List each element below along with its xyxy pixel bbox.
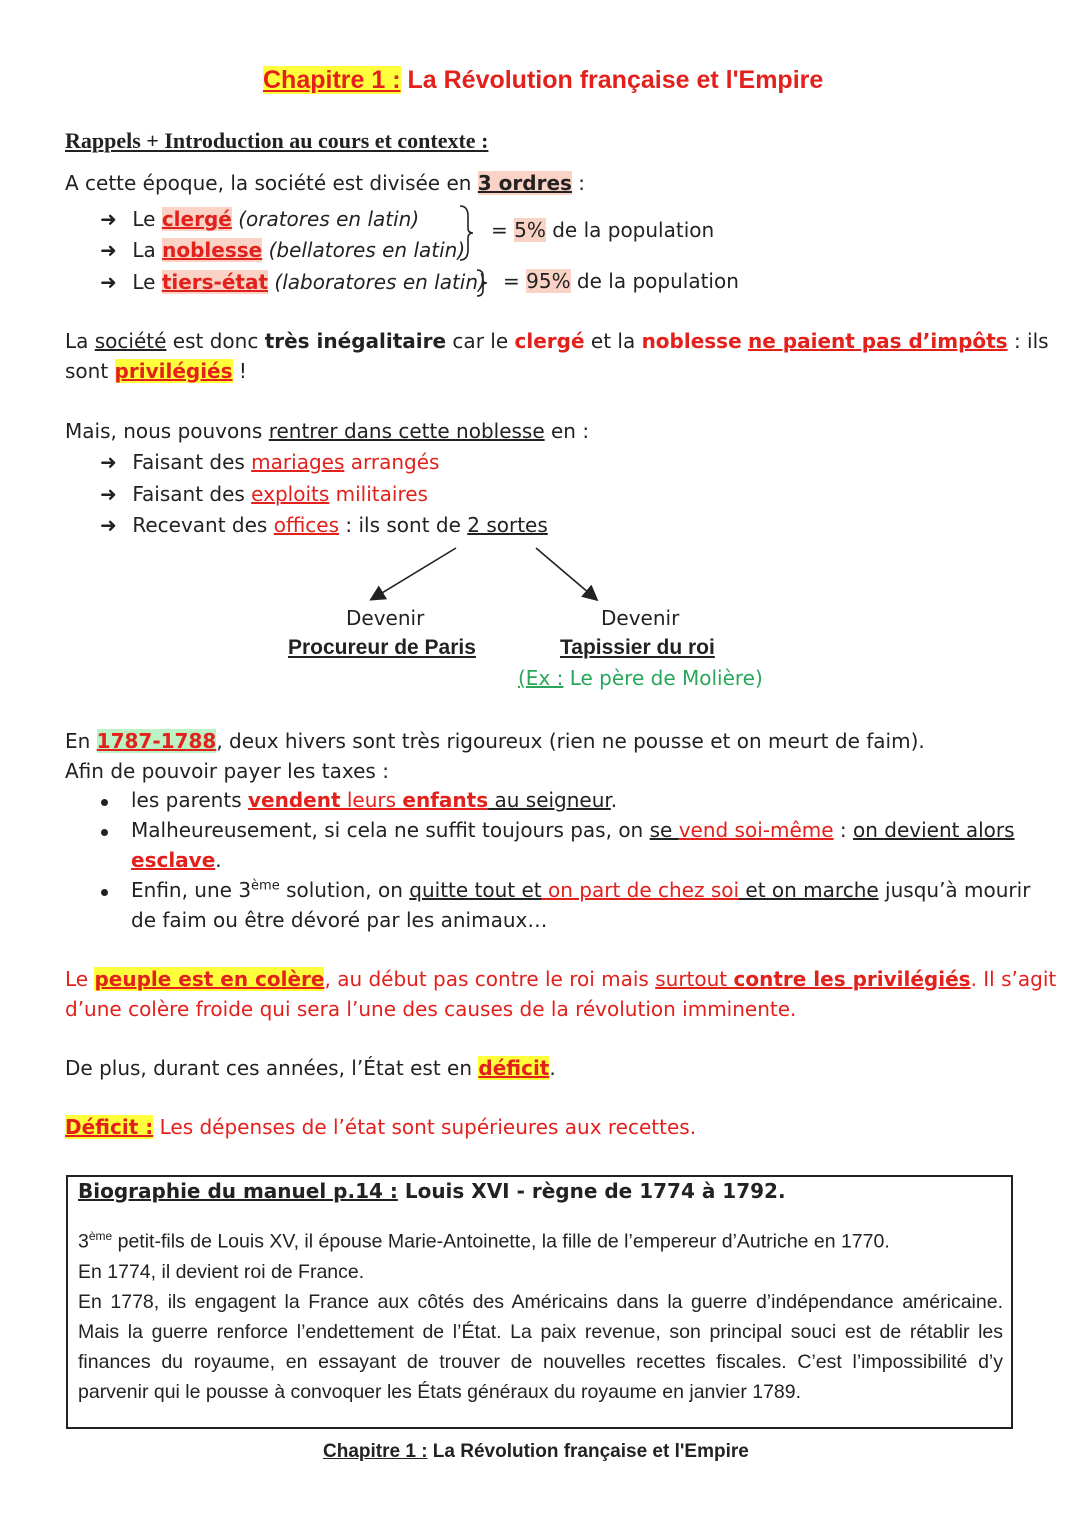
arrow-left-icon (372, 548, 456, 599)
unequal-term: très inégalitaire (264, 329, 447, 353)
winters-line-1 (65, 729, 925, 753)
text: ! (232, 359, 247, 383)
enter-nobility-intro (65, 419, 589, 443)
share-ninety-five-percent: 95% (526, 269, 571, 293)
biography-line-2: En 1774, il devient roi de France. (78, 1260, 365, 1283)
society-term: société (94, 329, 167, 353)
order-item-nobility (100, 238, 465, 262)
offices-diagram-arrows (360, 545, 610, 605)
office-right-label: Devenir (601, 606, 680, 630)
nobility-latin: (bellatores en latin) (262, 238, 466, 262)
share-clergy-nobility (491, 218, 714, 242)
text: . Il s’agit (970, 967, 1057, 991)
text: : (833, 818, 854, 842)
anger-line-1 (65, 967, 1056, 991)
clergy-latin: (oratores en latin) (231, 207, 420, 231)
nobility-term: noblesse (162, 238, 263, 262)
third-estate-latin: (laboratores en latin) (268, 270, 486, 294)
biography-line-1 (78, 1221, 1003, 1257)
nobility-way-marriage (100, 450, 439, 474)
equals-sign: = (491, 218, 515, 242)
rightwards-arrow-icon: ➜ (100, 482, 117, 506)
footer-chapter: Chapitre 1 : (323, 1441, 428, 1462)
chapter-name: La Révolution française et l'Empire (407, 66, 824, 94)
text: solution, on (279, 878, 410, 902)
deficit-definition (65, 1115, 696, 1139)
text: et la (584, 329, 642, 353)
against-privileged-term: contre les privilégiés (733, 967, 971, 991)
share-third-estate (503, 269, 739, 293)
years-term: 1787-1788 (96, 729, 217, 753)
text: on devient alors (853, 818, 1015, 842)
winters-bullet-3-line-1 (131, 878, 1030, 902)
office-left-label: Devenir (346, 606, 425, 630)
anger-line-2: d’une colère froide qui sera l’une des causes de la révolution imminente. (65, 997, 797, 1021)
enter-nobility-term: rentrer dans cette noblesse (268, 419, 545, 443)
deficit-line (65, 1056, 556, 1080)
text: . (610, 788, 618, 812)
deficit-term: déficit (478, 1056, 550, 1080)
page-title (263, 66, 823, 95)
third-estate-term: tiers-état (161, 270, 269, 294)
orders-intro (65, 171, 585, 195)
text: La (65, 329, 95, 353)
rightwards-arrow-icon: ➜ (100, 270, 117, 294)
chapter-number: Chapitre 1 : (263, 66, 401, 94)
text: En (65, 729, 97, 753)
text: sont (65, 359, 115, 383)
biography-heading (78, 1179, 786, 1203)
winters-bullet-3-line-2: de faim ou être dévoré par les animaux… (131, 908, 548, 932)
footer-name: La Révolution française et l'Empire (427, 1441, 749, 1462)
biography-text (78, 1221, 1003, 1407)
text: : ils (1007, 329, 1049, 353)
text: Recevant des (132, 513, 274, 537)
text: Le (65, 967, 95, 991)
text: petit-fils de Louis XV, il épouse Marie-Antoinette, la fille de l’empereur d’Autriche en 1770. (112, 1230, 890, 1253)
clergy-term: clergé (514, 329, 585, 353)
text: . (215, 848, 222, 872)
deficit-definition-text: Les dépenses de l’état sont supérieures aux recettes. (153, 1115, 697, 1139)
slave-term: esclave (131, 848, 216, 872)
leave-home-term: on part de chez soi (541, 878, 740, 902)
brace-icon (474, 268, 490, 298)
text: Mais, nous pouvons (65, 419, 269, 443)
sell-term: vendent (247, 788, 341, 812)
text: et on marche (739, 878, 879, 902)
exploits-term: exploits (251, 482, 330, 506)
section-heading: Rappels + Introduction au cours et contexte : (65, 128, 489, 153)
share-five-percent: 5% (514, 218, 546, 242)
example-text: Le père de Molière) (563, 666, 763, 690)
order-article: Le (132, 207, 162, 231)
text: quitte tout et (409, 878, 542, 902)
office-right-title: Tapissier du roi (560, 636, 715, 659)
superscript: ème (251, 878, 280, 894)
text: 3 (78, 1230, 89, 1253)
orders-intro-colon: : (571, 171, 586, 195)
text: arrangés (344, 450, 440, 474)
equals-sign: = (503, 269, 527, 293)
text: jusqu’à mourir (878, 878, 1031, 902)
rightwards-arrow-icon: ➜ (100, 513, 117, 537)
bullet-dot-icon (101, 829, 108, 836)
order-article: La (132, 238, 163, 262)
order-item-clergy (100, 207, 419, 231)
three-orders-term: 3 ordres (477, 171, 572, 195)
sell-oneself-term: vend soi-même (678, 818, 834, 842)
bullet-dot-icon (101, 799, 108, 806)
nobility-way-offices (100, 513, 548, 537)
people-angry-term: peuple est en colère (94, 967, 325, 991)
share-text: de la population (570, 269, 739, 293)
text: De plus, durant ces années, l’État est en (65, 1056, 479, 1080)
biography-paragraph: En 1778, ils engagent la France aux côtés des Américains dans la guerre d’indépendance américaine. Mais la guerre renforce l’endettement de l’État. La paix revenue, son principal souci est de rétablir les finances du royaume, en essayant de trouver de nouvelles recettes fiscales. C’est l’impossibilité d’y parvenir qui le pousse à convoquer les États généraux du royaume en janvier 1789. (78, 1290, 1003, 1403)
text: se (649, 818, 679, 842)
nobility-way-exploits (100, 482, 428, 506)
rightwards-arrow-icon: ➜ (100, 207, 117, 231)
deficit-definition-term: Déficit : (65, 1115, 154, 1139)
no-taxes-term: ne paient pas d’impôts (748, 329, 1008, 353)
text: les parents (131, 788, 248, 812)
orders-intro-text: A cette époque, la société est divisée en (65, 171, 478, 195)
text: militaires (329, 482, 428, 506)
biography-box (66, 1175, 1013, 1429)
bullet-dot-icon (101, 889, 108, 896)
text: Malheureusement, si cela ne suffit toujours pas, on (131, 818, 650, 842)
offices-term: offices (273, 513, 340, 537)
clergy-term: clergé (161, 207, 232, 231)
share-text: de la population (545, 218, 715, 242)
text: Enfin, une 3 (131, 878, 252, 902)
winters-line-2: Afin de pouvoir payer les taxes : (65, 759, 389, 783)
brace-icon (456, 204, 476, 262)
office-left-title: Procureur de Paris (288, 636, 476, 659)
order-item-third-estate (100, 270, 486, 294)
example-label: (Ex : (518, 666, 564, 690)
text: surtout (655, 967, 734, 991)
rightwards-arrow-icon: ➜ (100, 450, 117, 474)
text: car le (446, 329, 515, 353)
text: en : (544, 419, 590, 443)
text: au seigneur (488, 788, 611, 812)
rightwards-arrow-icon: ➜ (100, 238, 117, 262)
biography-subject: Louis XVI - règne de 1774 à 1792. (397, 1179, 786, 1203)
inequality-line-2 (65, 359, 247, 383)
text: Faisant des (132, 482, 252, 506)
biography-source: Biographie du manuel p.14 : (78, 1179, 398, 1203)
privileged-term: privilégiés (114, 359, 233, 383)
text: . (549, 1056, 556, 1080)
children-term: enfants (402, 788, 489, 812)
text: est donc (166, 329, 265, 353)
marriage-term: mariages (251, 450, 345, 474)
office-right-example (518, 666, 763, 690)
text: Faisant des (132, 450, 252, 474)
superscript: ème (88, 1229, 113, 1243)
winters-bullet-2-line-1 (131, 818, 1015, 842)
text: : ils sont de (339, 513, 468, 537)
text: , au début pas contre le roi mais (324, 967, 656, 991)
arrow-right-icon (536, 548, 596, 599)
text: leurs (340, 788, 403, 812)
two-kinds-term: 2 sortes (467, 513, 548, 537)
winters-bullet-2-line-2 (131, 848, 222, 872)
nobility-term: noblesse (641, 329, 742, 353)
text: , deux hivers sont très rigoureux (rien ne pousse et on meurt de faim). (216, 729, 925, 753)
page-footer (323, 1441, 749, 1463)
winters-bullet-1 (131, 788, 617, 812)
inequality-line-1 (65, 329, 1049, 353)
order-article: Le (132, 270, 162, 294)
